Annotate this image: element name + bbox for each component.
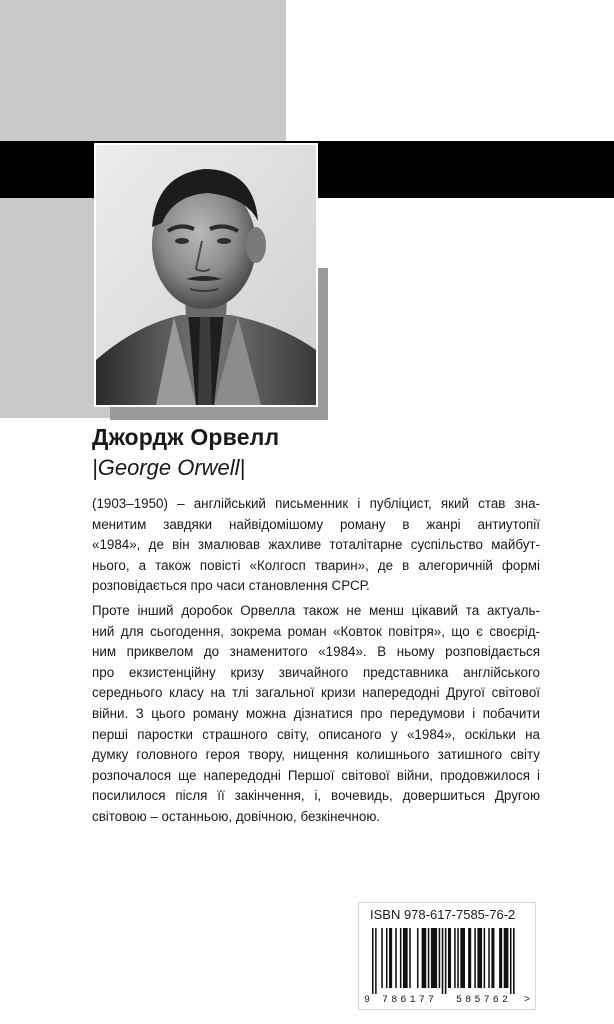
barcode-bar (491, 928, 494, 988)
author-latin-name: |George Orwell| (92, 455, 246, 480)
barcode-bar (454, 928, 456, 988)
barcode-bar (504, 928, 509, 988)
barcode-bar (372, 928, 374, 994)
barcode-bar (375, 928, 377, 994)
barcode-bar (474, 928, 476, 988)
barcode-bar (428, 928, 430, 988)
author-portrait-photo (96, 145, 316, 405)
barcode-bar (439, 928, 441, 988)
bio-line: ним приквелом до знаменитого «1984». В ньому розповідається (92, 644, 540, 660)
bio-line: війни. З цього роману можна дізнатися про передумови і побачити (92, 705, 540, 721)
barcode-bar (386, 928, 388, 988)
barcode-bar (403, 928, 408, 988)
bio-line: середнього класу на тлі загальної кризи напередодні Другої світової (92, 685, 540, 701)
barcode-bar (510, 928, 512, 994)
barcode-bars (370, 928, 522, 994)
bio-line: посилилося після її закінчення, і, вочевидь, довершиться Другою (92, 788, 540, 804)
barcode-bar (460, 928, 465, 988)
barcode-bar (468, 928, 471, 988)
bio-line: світовою – останньою, довічною, безкінечною. (92, 808, 381, 824)
barcode-bar (422, 928, 427, 988)
barcode-bar (448, 928, 451, 988)
bio-line: перші паростки страшного світу, описаного у «1984», оскільки на (92, 726, 540, 742)
barcode-bar (445, 928, 447, 994)
barcode-bar (457, 928, 459, 988)
bio-line: Проте інший доробок Орвелла також не менш цікавий та актуаль- (92, 602, 540, 618)
bio-paragraph-1 (92, 494, 540, 597)
bio-line: ний для сьогодення, зокрема роман «Ковток повітря», що є своєрід- (92, 623, 540, 639)
bio-paragraph-2 (92, 601, 540, 828)
bio-line: менитим завдяки найвідомішому роману в жанрі антиутопії (92, 516, 540, 532)
author-bio (92, 494, 540, 828)
barcode-bar (488, 928, 490, 988)
bio-line: розпочалося ще напередодні Першої світової війни, продовжилося і (92, 767, 540, 783)
barcode-bar (499, 928, 502, 988)
isbn-label: ISBN 978-617-7585-76-2 (370, 907, 516, 922)
bio-line: «1984», де він змалював жахливе тоталітарне суспільство майбут- (92, 537, 540, 553)
barcode-bar (513, 928, 515, 994)
barcode-bar (409, 928, 411, 988)
bio-line: думку головного героя твору, нищення колишнього затишного світу (92, 747, 540, 763)
barcode-right-digits: 585762 (456, 995, 512, 1006)
barcode-left-digits: 786177 (382, 995, 438, 1006)
barcode-bar (477, 928, 482, 988)
barcode-bar (431, 928, 437, 988)
bio-line: розповідається про часи становлення СРСР. (92, 578, 370, 594)
barcode-bar (389, 928, 392, 988)
barcode-bar (400, 928, 402, 988)
barcode-tail-mark: > (524, 995, 531, 1006)
barcode-lead-digit: 9 (364, 995, 371, 1006)
bio-line: (1903–1950) – англійський письменник і публіцист, який став зна- (92, 496, 540, 511)
barcode-bar (381, 928, 383, 988)
bio-line: нього, а також повісті «Колгосп тварин», де в алегоричній формі (92, 557, 540, 573)
author-name: Джордж Орвелл (92, 424, 280, 450)
barcode-bar (395, 928, 397, 988)
bio-line: про екзистенційну кризу звичайного представника англійського (92, 664, 540, 680)
barcode-bar (442, 928, 444, 994)
barcode-bar (484, 928, 486, 988)
barcode-bar (417, 928, 419, 988)
